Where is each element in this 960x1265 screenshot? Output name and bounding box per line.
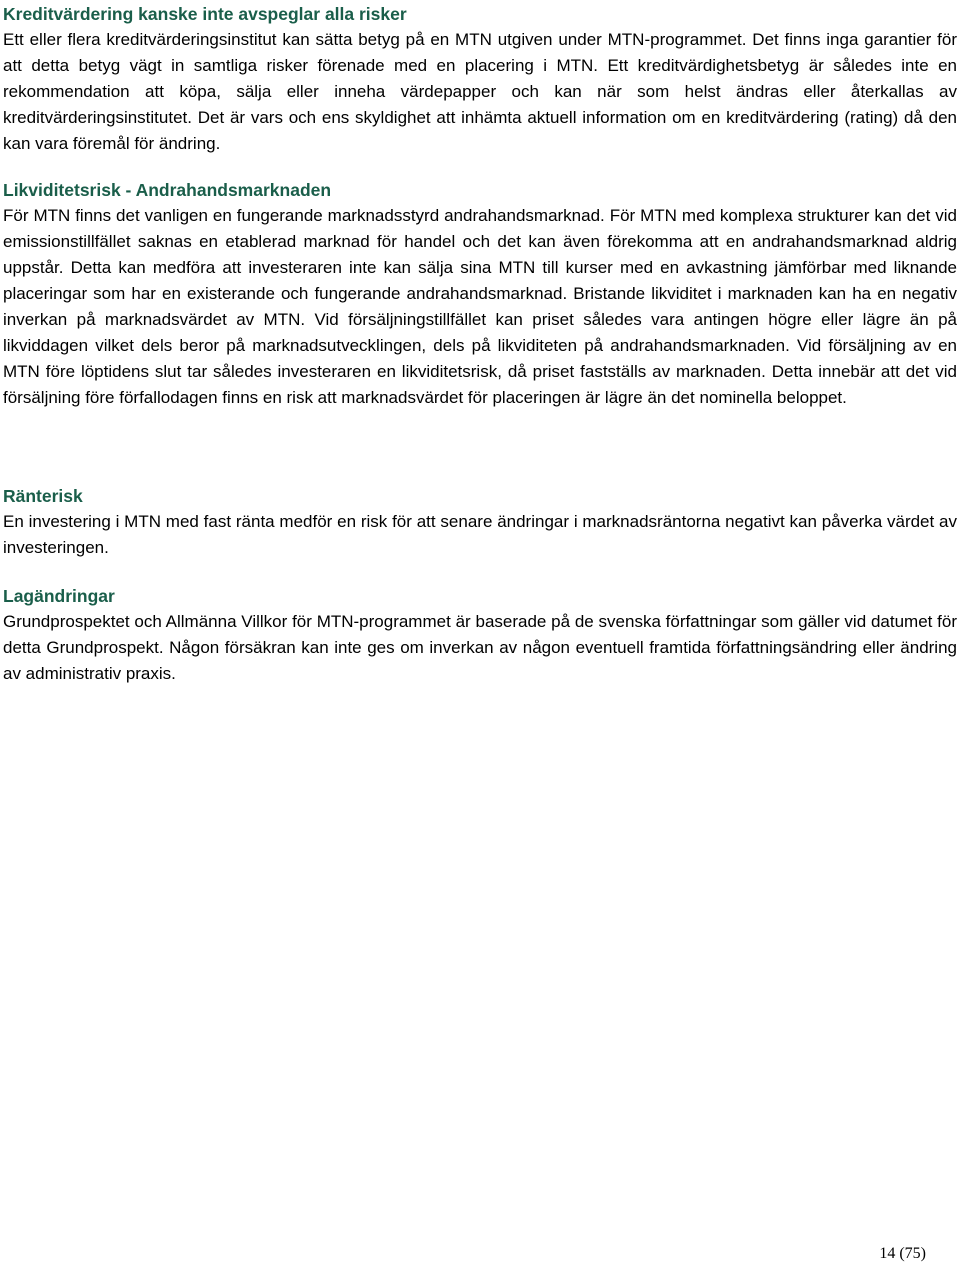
section-credit-rating	[3, 1, 957, 157]
section-heading: Likviditetsrisk - Andrahandsmarknaden	[3, 180, 332, 200]
section-paragraph: En investering i MTN med fast ränta medför en risk för att senare ändringar i marknadsräntorna negativt kan påverka värdet av investeringen.	[3, 512, 957, 557]
section-paragraph: För MTN finns det vanligen en fungerande marknadsstyrd andrahandsmarknad. För MTN med komplexa strukturer kan det vid emissionstillfället saknas en etablerad marknad för handel och det kan även förekomma att en andrahandsmarknad aldrig uppstår. Detta kan medföra att investeraren inte kan sälja sina MTN till kurser med en avkastning jämförbar med liknande placeringar som har en existerande och fungerande andrahandsmarknad. Bristande likviditet i marknaden kan ha en negativ inverkan på marknadsvärdet av MTN. Vid försäljningstillfället kan priset således vara antingen högre eller lägre än på likviddagen vilket dels beror på marknadsutvecklingen, dels på likviditeten på andrahandsmarknaden. Vid försäljning av en MTN före löptidens slut tar således investeraren en likviditetsrisk, då priset fastställs av marknaden. Detta innebär att det vid försäljning före förfallodagen finns en risk att marknadsvärdet för placeringen är lägre än det nominella beloppet.	[3, 206, 957, 407]
section-legal-changes	[3, 583, 957, 687]
section-heading: Lagändringar	[3, 586, 115, 606]
section-heading: Ränterisk	[3, 486, 83, 506]
section-paragraph: Ett eller flera kreditvärderingsinstitut kan sätta betyg på en MTN utgiven under MTN-programmet. Det finns inga garantier för att detta betyg vägt in samtliga risker förenade med en placering i MTN. Ett kreditvärdighetsbetyg är således inte en rekommendation att köpa, sälja eller inneha värdepapper och kan när som helst ändras eller återkallas av kreditvärderingsinstitutet. Det är vars och ens skyldighet att inhämta aktuell information om en kreditvärdering (rating) då den kan vara föremål för ändring.	[3, 30, 957, 153]
section-liquidity-risk	[3, 177, 957, 411]
section-interest-rate-risk	[3, 483, 957, 561]
section-heading: Kreditvärdering kanske inte avspeglar alla risker	[3, 4, 407, 24]
section-paragraph: Grundprospektet och Allmänna Villkor för MTN-programmet är baserade på de svenska författningar som gäller vid datumet för detta Grundprospekt. Någon försäkran kan inte ges om inverkan av någon eventuell framtida författningsändring eller ändring av administrativ praxis.	[3, 612, 957, 683]
page-number: 14 (75)	[879, 1245, 926, 1262]
